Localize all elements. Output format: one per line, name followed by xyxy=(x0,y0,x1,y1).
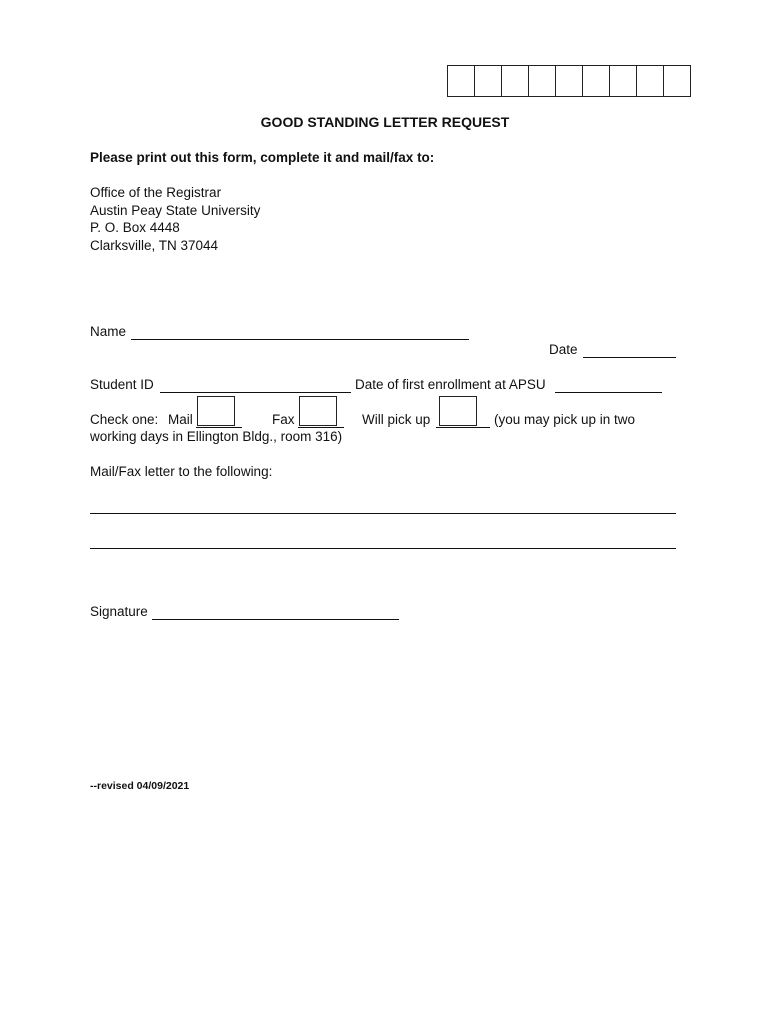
mail-fax-to-label: Mail/Fax letter to the following: xyxy=(90,464,273,479)
student-id-label: Student ID xyxy=(90,377,154,392)
check-one-label: Check one: xyxy=(90,412,159,427)
student-id-digit-box[interactable] xyxy=(663,65,691,97)
name-label: Name xyxy=(90,324,127,339)
student-id-digit-box[interactable] xyxy=(582,65,610,97)
student-id-box-group xyxy=(448,65,691,97)
pickup-checkbox[interactable] xyxy=(439,396,477,426)
date-label: Date xyxy=(549,342,578,357)
pickup-note: (you may pick up in two xyxy=(494,412,636,427)
fax-option-label: Fax xyxy=(272,412,295,427)
revision-note: --revised 04/09/2021 xyxy=(90,780,190,792)
mail-fax-address-line-2[interactable] xyxy=(90,548,676,549)
signature-label: Signature xyxy=(90,604,148,619)
signature-field[interactable] xyxy=(152,619,399,620)
date-field[interactable] xyxy=(583,357,676,358)
student-id-digit-box[interactable] xyxy=(501,65,529,97)
student-id-digit-box[interactable] xyxy=(636,65,664,97)
mail-option-label: Mail xyxy=(168,412,193,427)
fax-checkbox[interactable] xyxy=(299,396,337,426)
first-enrollment-label: Date of first enrollment at APSU xyxy=(355,377,546,392)
first-enrollment-field[interactable] xyxy=(555,392,662,393)
address-line: P. O. Box 4448 xyxy=(90,220,180,235)
pickup-underline xyxy=(436,427,490,428)
pickup-note-continued: working days in Ellington Bldg., room 316) xyxy=(90,429,343,444)
form-title: GOOD STANDING LETTER REQUEST xyxy=(260,114,510,130)
student-id-field[interactable] xyxy=(160,392,351,393)
instructions-text: Please print out this form, complete it and mail/fax to: xyxy=(90,150,435,165)
registrar-address xyxy=(90,184,260,254)
student-id-digit-box[interactable] xyxy=(555,65,583,97)
student-id-digit-box[interactable] xyxy=(447,65,475,97)
fax-underline xyxy=(298,427,344,428)
student-id-digit-box[interactable] xyxy=(528,65,556,97)
mail-underline xyxy=(196,427,242,428)
student-id-digit-box[interactable] xyxy=(609,65,637,97)
address-line: Clarksville, TN 37044 xyxy=(90,237,219,253)
name-field[interactable] xyxy=(131,339,469,340)
mail-fax-address-line-1[interactable] xyxy=(90,513,676,514)
address-line: Office of the Registrar xyxy=(90,185,222,200)
mail-checkbox[interactable] xyxy=(197,396,235,426)
student-id-digit-box[interactable] xyxy=(474,65,502,97)
address-line: Austin Peay State University xyxy=(90,202,261,218)
pickup-option-label: Will pick up xyxy=(362,412,431,427)
